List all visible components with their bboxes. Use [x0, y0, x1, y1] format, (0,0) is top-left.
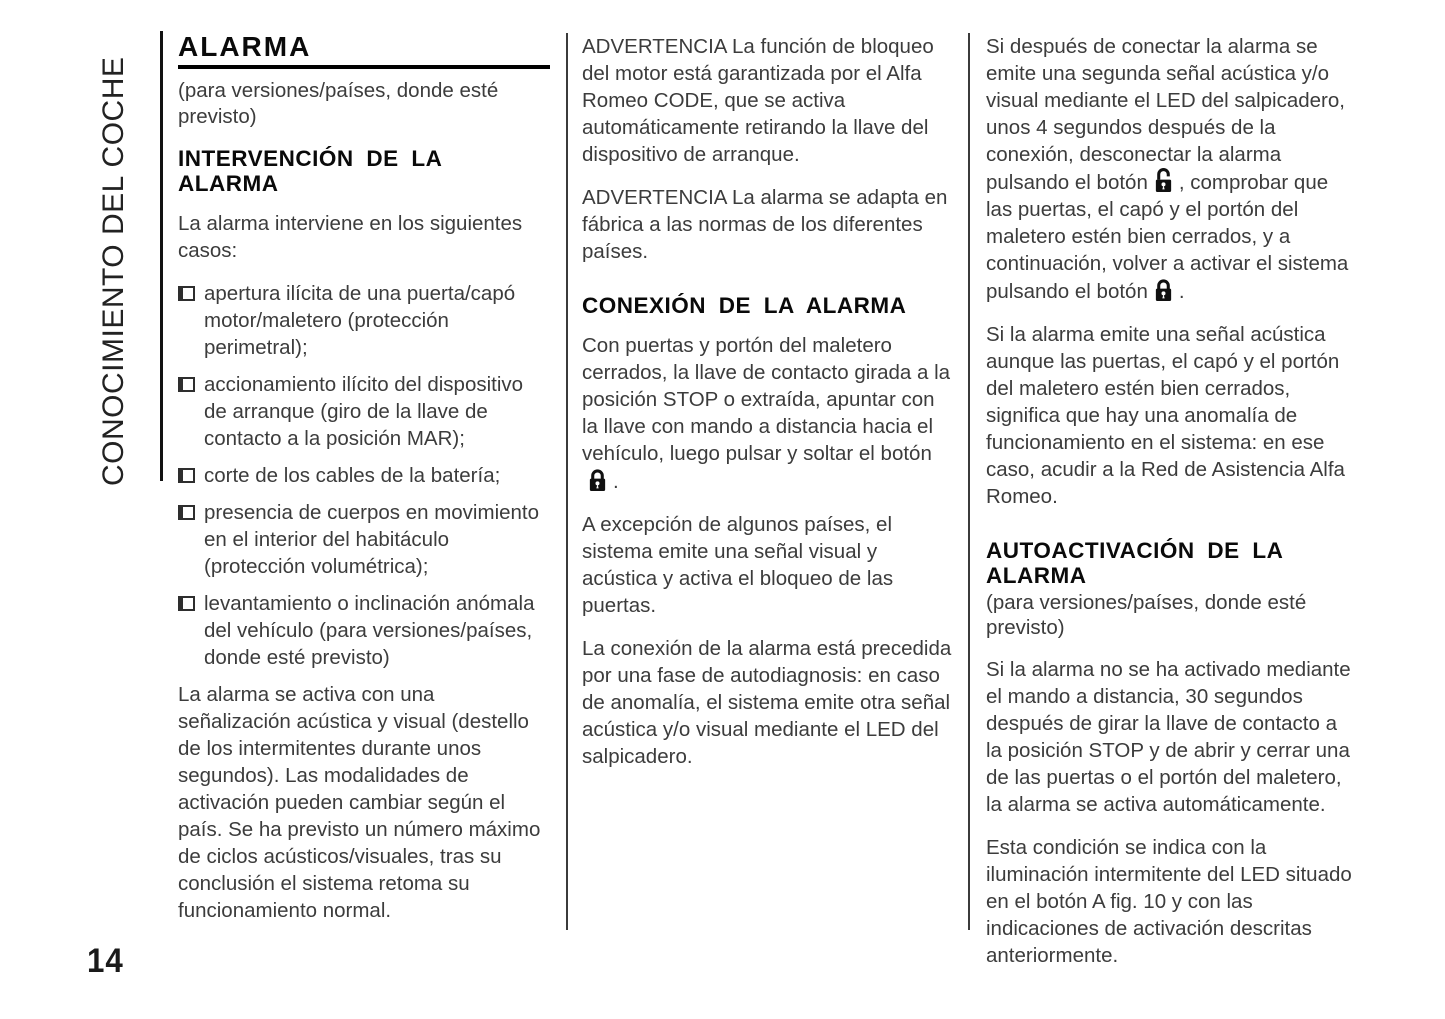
- paragraph-text: Con puertas y portón del maletero cerrados, la llave de contacto girada a la posición STOP o extraída, apuntar con la llave con mando a distancia hacia el vehículo, luego pulsar y soltar el botón: [582, 334, 951, 465]
- square-bullet-icon: [178, 286, 195, 301]
- square-bullet-icon: [178, 505, 195, 520]
- bullet-item: [178, 499, 550, 580]
- bullet-text: accionamiento ilícito del dispositivo de arranque (giro de la llave de contacto a la posición MAR);: [204, 373, 524, 450]
- square-bullet-icon: [178, 468, 195, 483]
- column-2: [582, 33, 952, 786]
- bullet-text: apertura ilícita de una puerta/capó motor/maletero (protección perimetral);: [204, 282, 516, 359]
- bullet-item: [178, 371, 550, 452]
- sidebar-rule: [160, 31, 163, 481]
- paragraph: [582, 332, 952, 495]
- bullet-item: [178, 280, 550, 361]
- paragraph: Esta condición se indica con la iluminación intermitente del LED situado en el botón A fig. 10 y con las indicaciones de activación descritas anteriormente.: [986, 836, 1352, 967]
- paragraph-text: Si después de conectar la alarma se emite una segunda señal acústica y/o visual mediante el LED del salpicadero, unos 4 segundos después de la conexión, desconectar la alarma pulsando el botón: [986, 35, 1345, 194]
- paragraph: La alarma interviene en los siguientes casos:: [178, 212, 523, 262]
- lock-open-icon: [1153, 168, 1174, 194]
- square-bullet-icon: [178, 377, 195, 392]
- paragraph: La conexión de la alarma está precedida por una fase de autodiagnosis: en caso de anomalía, el sistema emite otra señal acústica y/o visual mediante el LED del salpicadero.: [582, 637, 952, 768]
- paragraph: A excepción de algunos países, el sistema emite una señal visual y acústica y activa el bloqueo de las puertas.: [582, 513, 894, 617]
- heading-note: (para versiones/países, donde esté previsto): [986, 591, 1307, 639]
- square-bullet-icon: [178, 596, 195, 611]
- bullet-text: corte de los cables de la batería;: [204, 464, 501, 487]
- title-note: (para versiones/países, donde esté previsto): [178, 79, 499, 128]
- paragraph: [986, 33, 1358, 305]
- paragraph-text: , comprobar que las puertas, el capó y el portón del maletero estén bien cerrados, y a continuación, volver a activar el sistema pulsando el botón: [986, 171, 1349, 303]
- page-title: ALARMA: [178, 33, 550, 69]
- column-3: [986, 33, 1358, 985]
- sidebar-chapter-label: CONOCIMIENTO DEL COCHE: [97, 56, 130, 486]
- bullet-item: [178, 462, 550, 489]
- lock-closed-icon: [1153, 277, 1174, 303]
- paragraph: Si la alarma emite una señal acústica aunque las puertas, el capó y el portón del maletero estén bien cerrados, significa que hay una anomalía de funcionamiento en el sistema: en ese caso, acudir a la Red de Asistencia Alfa Romeo.: [986, 323, 1345, 508]
- paragraph-text: .: [613, 470, 619, 493]
- bullet-item: [178, 590, 550, 671]
- column-divider: [566, 33, 568, 930]
- column-1: [178, 33, 550, 940]
- section-heading-conexion: CONEXIÓN DE LA ALARMA: [582, 293, 907, 318]
- paragraph-text: .: [1178, 280, 1185, 303]
- page-number: 14: [87, 942, 124, 980]
- column-divider: [968, 33, 970, 930]
- section-heading-intervencion: INTERVENCIÓN DE LA ALARMA: [178, 146, 442, 196]
- paragraph: Si la alarma no se ha activado mediante el mando a distancia, 30 segundos después de girar la llave de contacto a la posición STOP y de abrir y cerrar una de las puertas o el portón del maletero, la alarma se activa automáticamente.: [986, 658, 1351, 816]
- lock-closed-icon: [587, 467, 608, 493]
- paragraph: La alarma se activa con una señalización acústica y visual (destello de los intermitentes durante unos segundos). Las modalidades de activación pueden cambiar según el país. Se ha previsto un número máximo de ciclos acústicos/visuales, tras su conclusión el sistema retoma su funcionamiento normal.: [178, 683, 541, 922]
- bullet-text: presencia de cuerpos en movimiento en el interior del habitáculo (protección volumétrica);: [204, 501, 540, 578]
- section-heading-autoactivacion: AUTOACTIVACIÓN DE LA ALARMA: [986, 538, 1283, 588]
- warning-paragraph: ADVERTENCIA La función de bloqueo del motor está garantizada por el Alfa Romeo CODE, que se activa automáticamente retirando la llave del dispositivo de arranque.: [582, 35, 934, 166]
- bullet-list: [178, 280, 550, 671]
- warning-paragraph: ADVERTENCIA La alarma se adapta en fábrica a las normas de los diferentes países.: [582, 186, 948, 263]
- bullet-text: levantamiento o inclinación anómala del vehículo (para versiones/países, donde esté previsto): [204, 592, 535, 669]
